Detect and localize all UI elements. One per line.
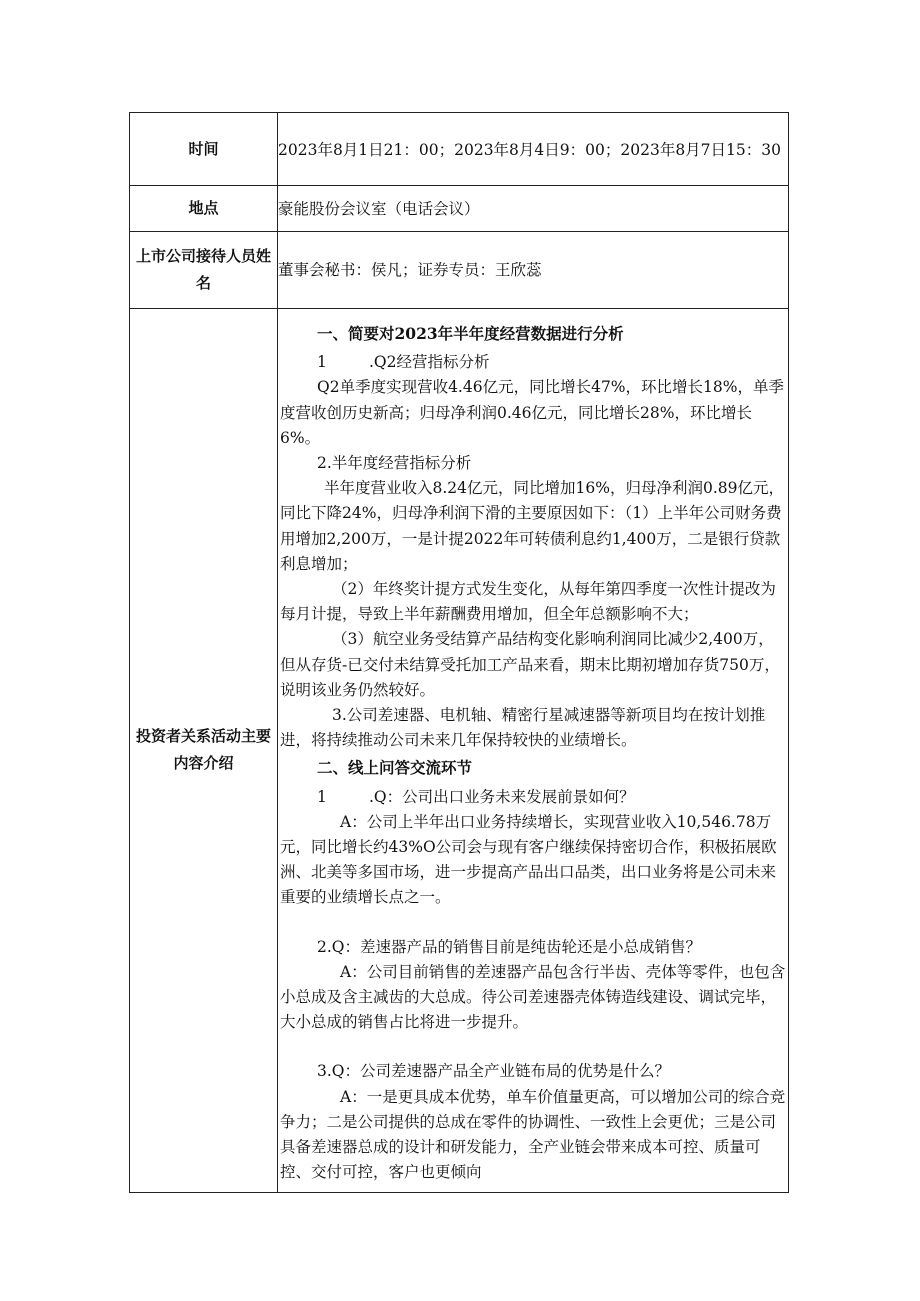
- section2-a2: A：公司目前销售的差速器产品包含行半齿、壳体等零件，也包含小总成及含主减齿的大总成。待公司差速器壳体铸造线建设、调试完毕，大小总成的销售占比将进一步提升。: [280, 962, 786, 1032]
- activity-row: [130, 309, 789, 1193]
- time-value: [278, 113, 789, 186]
- section2-q2: 2.Q：差速器产品的销售目前是纯齿轮还是小总成销售？: [317, 937, 701, 956]
- item1-title-text: .Q2经营指标分析: [369, 353, 490, 372]
- staff-value: 董事会秘书：侯凡；证券专员：王欣蕊: [278, 232, 789, 309]
- investor-relations-table: [129, 112, 789, 1193]
- section1-item1-text: Q2单季度实现营收4.46亿元，同比增长47%，环比增长18%，单季度营收创历史新高；归母净利润0.46亿元，同比增长28%，环比增长6%。: [280, 378, 784, 447]
- time-row: [130, 113, 789, 186]
- time-label: 时间: [130, 113, 278, 186]
- activity-content-cell: [278, 309, 789, 1193]
- section1-item1-title: [280, 350, 786, 375]
- section2-title: 二、线上问答交流环节: [317, 758, 473, 778]
- spacer: [280, 911, 786, 935]
- section2-q3: 3.Q：公司差速器产品全产业链布局的优势是什么？: [317, 1062, 670, 1081]
- time-text: 2023年8月1日21：00；2023年8月4日9：00；2023年8月7日15：30: [278, 140, 781, 159]
- section1-item2-text: 半年度营业收入8.24亿元，同比增加16%，归母净利润0.89亿元，同比下降24%，归母净利润下滑的主要原因如下：（1）上半年公司财务费用增加2,200万，一是计提2022年可转债利息约1,400万，二是银行贷款利息增加；: [280, 479, 784, 573]
- section2-a1: A：公司上半年出口业务持续增长，实现营业收入10,546.78万元，同比增长约43%O公司会与现有客户继续保持密切合作，积极拓展欧洲、北美等多国市场，进一步提高产品出口品类，出口业务将是公司未来重要的业绩增长点之一。: [280, 812, 777, 907]
- q1-number: 1: [317, 787, 327, 806]
- section1-title: 一、简要对2023年半年度经营数据进行分析: [317, 324, 624, 343]
- section1-item2-title: 2.半年度经营指标分析: [317, 454, 472, 473]
- section1-item2-point2: （2）年终奖计提方式发生变化，从每年第四季度一次性计提改为每月计提，导致上半年薪酬费用增加，但全年总额影响不大；: [280, 580, 776, 624]
- section1-item3-text: 3.公司差速器、电机轴、精密行星减速器等新项目均在按计划推进，将持续推动公司未来几年保持较快的业绩增长。: [280, 706, 766, 750]
- item1-number: 1: [317, 353, 327, 372]
- staff-label: 上市公司接待人员姓名: [130, 232, 278, 309]
- activity-content: [278, 309, 788, 1192]
- activity-label: 投资者关系活动主要内容介绍: [130, 309, 278, 1193]
- q1-text: .Q：公司出口业务未来发展前景如何？: [369, 787, 635, 806]
- section2-a3: A：一是更具成本优势，单车价值量更高，可以增加公司的综合竞争力；二是公司提供的总成在零件的协调性、一致性上会更优；三是公司具备差速器总成的设计和研发能力，全产业链会带来成本可控、质量可控、交付可控，客户也更倾向: [280, 1087, 786, 1182]
- section2-q1: [280, 785, 786, 810]
- location-label: 地点: [130, 186, 278, 232]
- spacer: [280, 1035, 786, 1059]
- section1-item2-point3: （3）航空业务受结算产品结构变化影响利润同比减少2,400万，但从存货-已交付未结算受托加工产品来看，期末比期初增加存货750万，说明该业务仍然较好。: [280, 630, 780, 699]
- location-value: 豪能股份会议室（电话会议）: [278, 186, 789, 232]
- location-row: [130, 186, 789, 232]
- staff-row: [130, 232, 789, 309]
